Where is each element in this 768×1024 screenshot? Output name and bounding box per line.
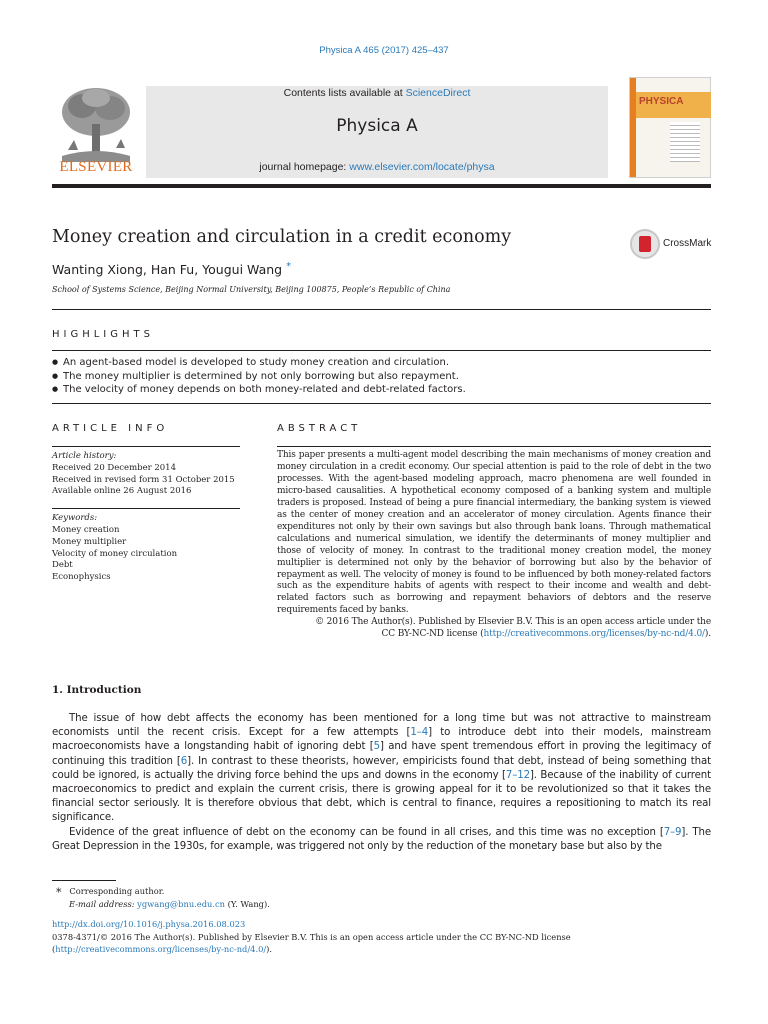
journal-citation[interactable]: Physica A 465 (2017) 425–437 — [319, 45, 449, 56]
elsevier-wordmark: ELSEVIER — [59, 159, 133, 175]
journal-name: Physica A — [336, 116, 418, 136]
keyword: Velocity of money circulation — [52, 548, 178, 559]
citation-link[interactable]: 6 — [180, 755, 188, 767]
abstract-rule — [277, 446, 711, 447]
journal-banner — [146, 86, 608, 178]
license-footer-link[interactable]: http://creativecommons.org/licenses/by-nc-nd/4.0/ — [55, 944, 267, 954]
footnote-rule — [52, 880, 116, 881]
article-title: Money creation and circulation in a credit economy — [52, 227, 512, 247]
citation-link[interactable]: 7–9 — [663, 826, 682, 838]
license-footnote: 0378-4371/© 2016 The Author(s). Published by Elsevier B.V. This is an open access article under the CC BY-NC-ND license (http://creativecommons.org/licenses/by-nc-nd/4.0/). — [52, 932, 571, 954]
rule-below-highlights-heading — [52, 350, 711, 351]
crossmark-icon — [630, 229, 660, 259]
cover-title: PHYSICA — [639, 96, 684, 107]
abstract-heading: ABSTRACT — [277, 423, 362, 434]
sciencedirect-link[interactable]: ScienceDirect — [405, 87, 471, 99]
highlights-list — [52, 356, 466, 397]
masthead — [52, 76, 711, 178]
highlight-item: ● An agent-based model is developed to study money creation and circulation. — [52, 356, 466, 370]
masthead-rule — [52, 184, 711, 188]
rule-below-highlights — [52, 403, 711, 404]
paragraph: Evidence of the great influence of debt on the economy can be found in all crises, and this time was no exception [7–9]. The Great Depression in the 1930s, for example, was triggered not only by the reduction of the monetary base but also by the — [52, 826, 712, 852]
abstract-text: This paper presents a multi-agent model describing the main mechanisms of money creation and money circulation in a credit economy. Our special attention is paid to the role of debt in the two processes. With the agent-based modeling approach, macro phenomena are well founded in micro-based causalities. A hypothetical economy composed of a banking system and multiple traders is proposed. Instead of being a pure financial intermediary, the banking system is viewed as the center of money creation and an accelerator of money circulation. Agents finance their expenditures not only by their own savings but also through bank loans. Through mathematical calculations and numerical simulation, we identify the determinants of money multiplier and those of velocity of money. In contrast to the traditional money creation model, the money multiplier is determined not only by the behavior of borrowing but also by the behavior of repayment as well. The velocity of money is found to be influenced by both money-related factors such as the expenditure habits of agents with respect to their income and wealth and debt-related factors such as borrowing and repayment behaviors of debtors and the reserve requirements faced by banks. — [277, 450, 711, 616]
highlights-heading: HIGHLIGHTS — [52, 329, 154, 340]
citation-link[interactable]: 1–4 — [410, 727, 429, 739]
corresponding-author-mark[interactable]: * — [286, 261, 292, 272]
highlight-item: ● The money multiplier is determined by not only borrowing but also repayment. — [52, 370, 466, 384]
keyword: Money multiplier — [52, 536, 127, 547]
paragraph: The issue of how debt affects the economy has been mentioned for a long time but was not attractive to mainstream economists until the recent crisis. Except for a few attempts [1–4] to introduce debt into their models, mainstream macroeconomists have a longstanding habit of ignoring debt [5] and have spent tremendous effort in proving the legitimacy of continuing this tradition [6]. In contrast to these theorists, however, empiricists found that debt, instead of being something that could be ignored, is actually the driving force behind the ups and downs in the economy [7–12]. Because of the inability of current macroeconomics to predict and explain the current crisis, there is growing appeal for it to be revolutionized so that it takes the financial sector seriously. It is therefore obvious that debt, which is central to finance, requires a repositioning to match its real significance. — [52, 713, 712, 824]
author-list: Wanting Xiong, Han Fu, Yougui Wang * — [52, 261, 292, 278]
affiliation: School of Systems Science, Beijing Normal University, Beijing 100875, People’s Republic of China — [52, 285, 451, 294]
section-heading: 1. Introduction — [52, 684, 142, 696]
keyword: Econophysics — [52, 572, 111, 583]
copyright-license: CC BY-NC-ND license (http://creativecommons.org/licenses/by-nc-nd/4.0/). — [381, 629, 711, 640]
corresponding-footnote: * Corresponding author. — [56, 886, 165, 899]
keyword: Debt — [52, 560, 73, 571]
copyright-line: © 2016 The Author(s). Published by Elsevier B.V. This is an open access article under the — [315, 617, 711, 628]
email-footnote: E-mail address: ygwang@bnu.edu.cn (Y. Wang). — [69, 899, 270, 909]
article-info — [52, 446, 240, 584]
contents-line: Contents lists available at ScienceDirect — [283, 87, 471, 99]
keyword: Money creation — [52, 524, 120, 535]
homepage-line: journal homepage: www.elsevier.com/locate/physa — [259, 161, 495, 173]
doi-link[interactable]: http://dx.doi.org/10.1016/j.physa.2016.08.023 — [52, 919, 246, 929]
article-history: Article history: Received 20 December 2014 Received in revised form 31 October 2015 Available online 26 August 2016 — [52, 451, 235, 497]
citation-link[interactable]: 5 — [373, 741, 381, 753]
highlight-item: ● The velocity of money depends on both money-related and debt-related factors. — [52, 383, 466, 397]
journal-homepage-link[interactable]: www.elsevier.com/locate/physa — [349, 161, 495, 173]
journal-cover-thumbnail[interactable] — [629, 77, 711, 178]
keywords: Keywords: Money creation Money multiplier Velocity of money circulation Debt Econophysics — [52, 509, 240, 584]
rule-above-highlights — [52, 309, 711, 310]
email-link[interactable]: ygwang@bnu.edu.cn — [137, 899, 225, 909]
abstract-body — [277, 450, 711, 641]
article-info-heading: ARTICLE INFO — [52, 423, 169, 434]
crossmark-badge[interactable]: CrossMark — [630, 229, 712, 259]
introduction-body — [52, 712, 711, 854]
citation-link[interactable]: 7–12 — [505, 769, 530, 781]
license-link[interactable]: http://creativecommons.org/licenses/by-nc-nd/4.0/ — [483, 629, 705, 640]
